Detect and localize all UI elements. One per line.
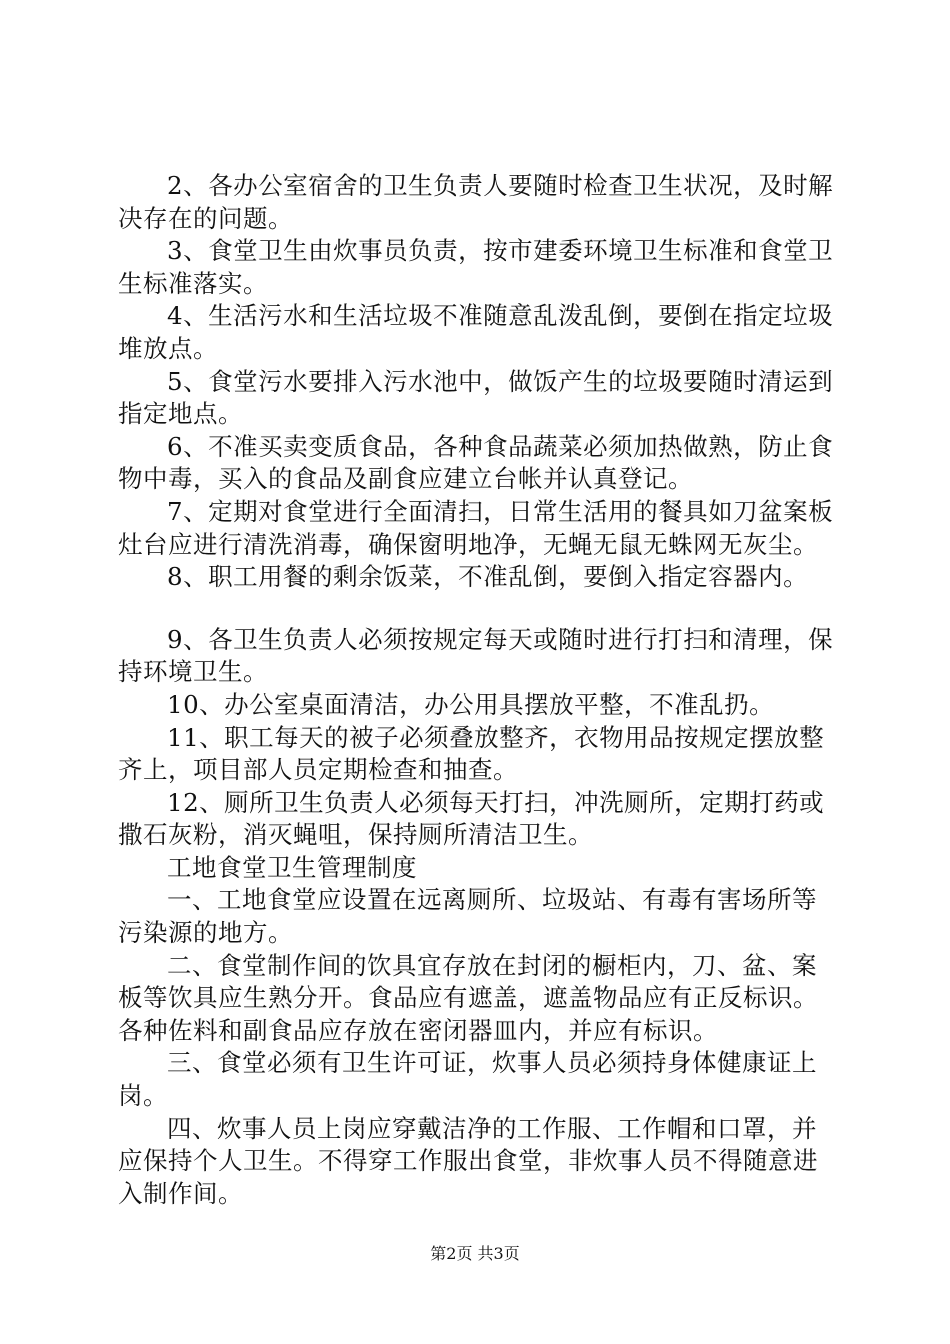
paragraph-9: 9、各卫生负责人必须按规定每天或随时进行打扫和清理，保持环境卫生。 [118,624,834,687]
paragraph-10: 10、办公室桌面清洁，办公用具摆放平整，不准乱扔。 [167,689,775,719]
paragraph-6: 6、不准买卖变质食品，各种食品蔬菜必须加热做熟，防止食物中毒，买入的食品及副食应建立台帐并认真登记。 [118,431,834,494]
section-heading: 工地食堂卫生管理制度 [167,852,417,882]
clause-3: 三、食堂必须有卫生许可证，炊事人员必须持身体健康证上岗。 [118,1048,817,1111]
clause-2: 二、食堂制作间的饮具宜存放在封闭的橱柜内，刀、盆、案板等饮具应生熟分开。食品应有遮盖，遮盖物品应有正反标识。各种佐料和副食品应存放在密闭器皿内，并应有标识。 [118,950,818,1045]
clause-1: 一、工地食堂应设置在远离厕所、垃圾站、有毒有害场所等污染源的地方。 [118,885,817,948]
paragraph-7: 7、定期对食堂进行全面清扫，日常生活用的餐具如刀盆案板灶台应进行清洗消毒，确保窗明地净，无蝇无鼠无蛛网无灰尘。 [118,496,834,559]
page-number-footer: 第2页 共3页 [430,1244,520,1263]
clause-4: 四、炊事人员上岗应穿戴洁净的工作服、工作帽和口罩，并应保持个人卫生。不得穿工作服出食堂，非炊事人员不得随意进入制作间。 [118,1113,818,1208]
document-body [118,170,838,1210]
paragraph-3: 3、食堂卫生由炊事员负责，按市建委环境卫生标准和食堂卫生标准落实。 [118,236,834,298]
paragraph-5: 5、食堂污水要排入污水池中，做饭产生的垃圾要随时清运到指定地点。 [118,366,834,429]
paragraph-2: 2、各办公室宿舍的卫生负责人要随时检查卫生状况，及时解决存在的问题。 [118,171,834,233]
paragraph-8: 8、职工用餐的剩余饭菜，不准乱倒，要倒入指定容器内。 [167,562,809,592]
paragraph-11: 11、职工每天的被子必须叠放整齐，衣物用品按规定摆放整齐上，项目部人员定期检查和抽查。 [118,722,825,785]
paragraph-12: 12、厕所卫生负责人必须每天打扫，冲洗厕所，定期打药或撒石灰粉，消灭蝇咀，保持厕所清洁卫生。 [118,787,825,850]
paragraph-4: 4、生活污水和生活垃圾不准随意乱泼乱倒，要倒在指定垃圾堆放点。 [118,301,834,363]
